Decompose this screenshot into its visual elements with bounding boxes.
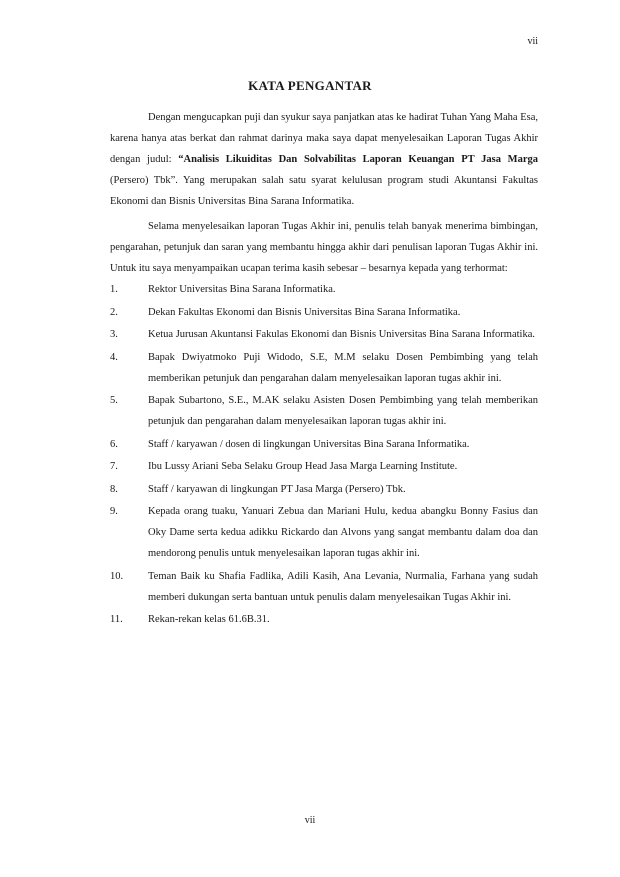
list-item-number: 10. [110,570,124,582]
list-item-number: 8. [110,483,118,495]
list-item-text: Rekan-rekan kelas 61.6B.31. [148,614,270,625]
intro-paragraph [110,107,538,212]
list-item [110,566,538,608]
intro-text-start: Dengan mengucapkan puji dan syukur saya panjatkan atas ke hadirat Tuhan Yang Maha Esa, karena hanya atas berkat dan rahmat darinya maka saya dapat menyelesaikan Laporan Tugas Akhir dengan judul: [110,112,538,165]
list-item-text: Ibu Lussy Ariani Seba Selaku Group Head Jasa Marga Learning Institute. [148,461,458,472]
list-item-number: 11. [110,614,123,625]
list-item [110,479,538,500]
list-item-text: Staff / karyawan / dosen di lingkungan Universitas Bina Sarana Informatika. [148,438,470,450]
thanks-paragraph: Selama menyelesaikan laporan Tugas Akhir ini, penulis telah banyak menerima bimbingan, pengarahan, petunjuk dan saran yang membantu hingga akhir dari penulisan laporan Tugas Akhir ini. Untuk itu saya menyampaikan ucapan terima kasih sebesar – besarnya kepada yang terhormat: [110,221,538,274]
list-item-text: Bapak Dwiyatmoko Puji Widodo, S.E, M.M selaku Dosen Pembimbing yang telah memberikan petunjuk dan pengarahan dalam menyelesaikan laporan tugas akhir ini. [148,351,538,384]
list-item-text: Bapak Subartono, S.E., M.AK selaku Asisten Dosen Pembimbing yang telah memberikan petunjuk dan pengarahan dalam menyelesaikan laporan tugas akhir ini. [148,395,538,427]
thesis-title: “Analisis Likuiditas Dan Solvabilitas Laporan Keuangan PT Jasa Marga [178,154,538,165]
list-item-number: 6. [110,438,118,450]
list-item [110,456,538,477]
list-item [110,347,538,389]
list-item-text: Rektor Universitas Bina Sarana Informatika. [148,284,336,295]
list-item [110,390,538,432]
page-number-top: vii [527,36,538,47]
list-item-number: 7. [110,461,118,472]
page-title: KATA PENGANTAR [248,78,372,93]
intro-text-end: (Persero) Tbk”. Yang merupakan salah satu syarat kelulusan program studi Akuntansi Fakultas Ekonomi dan Bisnis Universitas Bina Sarana Informatika. [110,175,538,207]
list-item-number: 4. [110,351,118,363]
acknowledgement-list [110,279,538,630]
list-item-text: Ketua Jurusan Akuntansi Fakulas Ekonomi dan Bisnis Universitas Bina Sarana Informatika. [148,329,535,340]
list-item [110,501,538,564]
page-number-bottom: vii [304,815,316,826]
list-item [110,324,538,345]
list-item [110,434,538,455]
list-item-text: Teman Baik ku Shafia Fadlika, Adili Kasih, Ana Levania, Nurmalia, Farhana yang sudah memberi dukungan serta bantuan untuk penulis dalam menyelesaikan Tugas Akhir ini. [148,570,538,603]
list-item-number: 1. [110,284,118,295]
list-item [110,279,538,300]
list-item [110,302,538,323]
list-item-text: Kepada orang tuaku, Yanuari Zebua dan Mariani Hulu, kedua abangku Bonny Fasius dan Oky Dame serta kedua adikku Rickardo dan Alvons yang sangat membantu dalam doa dan mendorong penulis untuk menyelesaikan laporan tugas akhir ini. [148,506,538,559]
list-item-number: 9. [110,506,118,517]
list-item-number: 3. [110,329,118,340]
list-item-text: Dekan Fakultas Ekonomi dan Bisnis Universitas Bina Sarana Informatika. [148,306,461,318]
list-item-text: Staff / karyawan di lingkungan PT Jasa Marga (Persero) Tbk. [148,483,406,495]
list-item-number: 5. [110,395,118,406]
list-item-number: 2. [110,306,118,318]
document-body [110,107,538,632]
list-item [110,609,538,630]
